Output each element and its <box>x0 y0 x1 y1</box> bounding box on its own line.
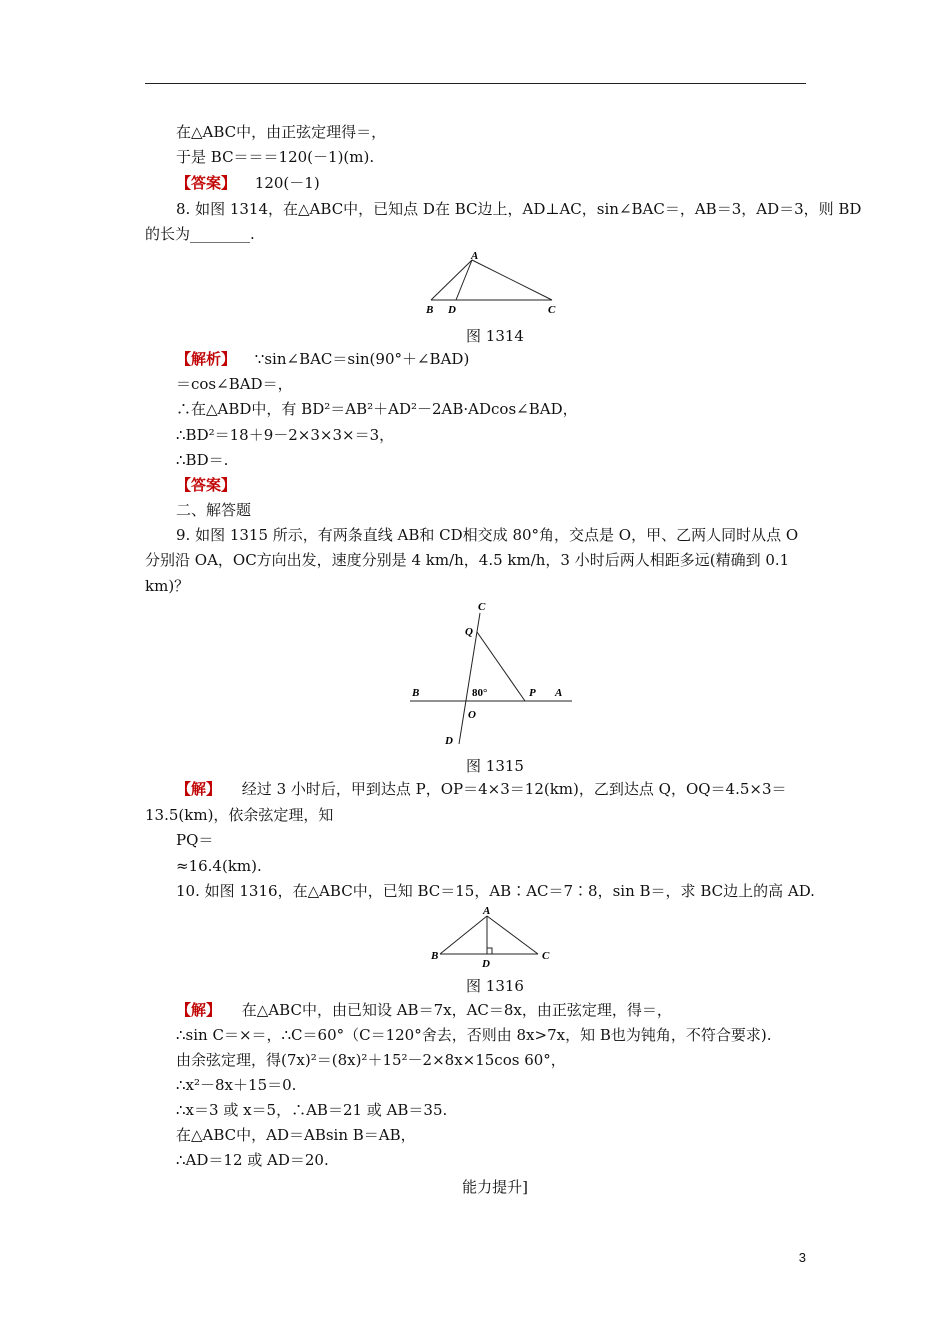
analysis-line: ∴BD²＝18＋9－2×3×3×＝3， <box>176 426 395 444</box>
solution-tag: 【解】 <box>176 780 222 798</box>
answer-value: 120(－1) <box>254 174 320 192</box>
label-b: B <box>426 304 434 316</box>
answer-tag <box>176 475 236 495</box>
label-c: C <box>542 950 550 962</box>
label-a: A <box>471 250 479 262</box>
segment-ac <box>487 916 538 954</box>
page-number: 3 <box>798 1250 806 1265</box>
label-d: D <box>482 958 490 970</box>
question-10: 10. 如图 1316，在△ABC中，已知 BC＝15，AB∶AC＝7∶8，sin B＝，求 BC边上的高 AD. <box>176 882 815 900</box>
label-b: B <box>431 950 439 962</box>
figure-1314 <box>420 248 570 318</box>
label-d: D <box>445 735 453 747</box>
segment-ab <box>431 260 472 300</box>
figure-1315 <box>405 598 580 748</box>
solution-line: 在△ABC中，AD＝ABsin B＝AB， <box>176 1126 416 1144</box>
label-b: B <box>412 687 420 699</box>
figure-caption: 图 1315 <box>466 757 524 775</box>
label-angle: 80° <box>472 687 488 699</box>
solution-tag: 【解】 <box>176 1001 222 1019</box>
analysis-line: ＝cos∠BAD＝， <box>176 375 293 393</box>
figure-caption: 图 1314 <box>466 327 524 345</box>
segment-ad <box>456 260 472 300</box>
solution-line: ∴x²－8x＋15＝0. <box>176 1076 297 1094</box>
solution-line: 于是 BC＝＝＝120(－1)(m). <box>176 148 375 166</box>
analysis-text: ∵sin∠BAC＝sin(90°＋∠BAD) <box>254 350 470 368</box>
figure-1316 <box>425 903 560 973</box>
question-9-cont: km)？ <box>145 577 190 595</box>
analysis-tag: 【解析】 <box>176 350 237 368</box>
label-c: C <box>478 601 486 613</box>
label-q: Q <box>465 626 473 638</box>
solution-line: ≈16.4(km). <box>176 857 262 875</box>
section-heading: 二、解答题 <box>176 501 252 519</box>
solution-line: ∴x＝3 或 x＝5，∴AB＝21 或 AB＝35. <box>176 1101 448 1119</box>
solution-line <box>176 779 787 799</box>
solution-line: 由余弦定理，得(7x)²＝(8x)²＋15²－2×8x×15cos 60°， <box>176 1051 566 1069</box>
label-a: A <box>555 687 563 699</box>
label-d: D <box>448 304 456 316</box>
analysis-line: ∴在△ABD中，有 BD²＝AB²＋AD²－2AB·ADcos∠BAD， <box>176 400 578 418</box>
solution-line <box>176 1000 672 1020</box>
header-rule <box>145 83 806 84</box>
figure-caption: 图 1316 <box>466 977 524 995</box>
label-o: O <box>468 709 476 721</box>
solution-text: 经过 3 小时后，甲到达点 P，OP＝4×3＝12(km)，乙到达点 Q，OQ＝4.5×3＝ <box>241 780 787 798</box>
label-p: P <box>529 687 536 699</box>
solution-line: 在△ABC中，由正弦定理得＝， <box>176 123 387 141</box>
solution-line: 13.5(km)，依余弦定理，知 <box>145 806 334 824</box>
section-footer: 能力提升] <box>462 1178 528 1196</box>
question-8: 8. 如图 1314，在△ABC中，已知点 D在 BC边上，AD⊥AC，sin∠BAC＝，AB＝3，AD＝3，则 BD <box>176 200 862 218</box>
solution-line: PQ＝ <box>176 831 214 849</box>
solution-text: 在△ABC中，由已知设 AB＝7x，AC＝8x，由正弦定理，得＝， <box>241 1001 672 1019</box>
question-8-cont: 的长为________. <box>145 225 255 243</box>
label-a: A <box>483 905 491 917</box>
analysis-line: ∴BD＝. <box>176 451 229 469</box>
right-angle-mark <box>487 948 492 954</box>
question-9-cont: 分别沿 OA，OC方向出发，速度分别是 4 km/h，4.5 km/h，3 小时后两人相距多远(精确到 0.1 <box>145 551 790 569</box>
solution-line: ∴sin C＝×＝，∴C＝60°（C＝120°舍去，否则由 8x>7x，知 B也为钝角，不符合要求). <box>176 1026 772 1044</box>
answer-line <box>176 173 320 193</box>
question-9: 9. 如图 1315 所示，有两条直线 AB和 CD相交成 80°角，交点是 O，甲、乙两人同时从点 O <box>176 526 799 544</box>
answer-tag-label: 【答案】 <box>176 476 237 494</box>
solution-line: ∴AD＝12 或 AD＝20. <box>176 1151 329 1169</box>
label-c: C <box>548 304 556 316</box>
segment-ab <box>440 916 487 954</box>
answer-tag: 【答案】 <box>176 174 237 192</box>
segment-ac <box>472 260 552 300</box>
analysis-line <box>176 349 469 369</box>
